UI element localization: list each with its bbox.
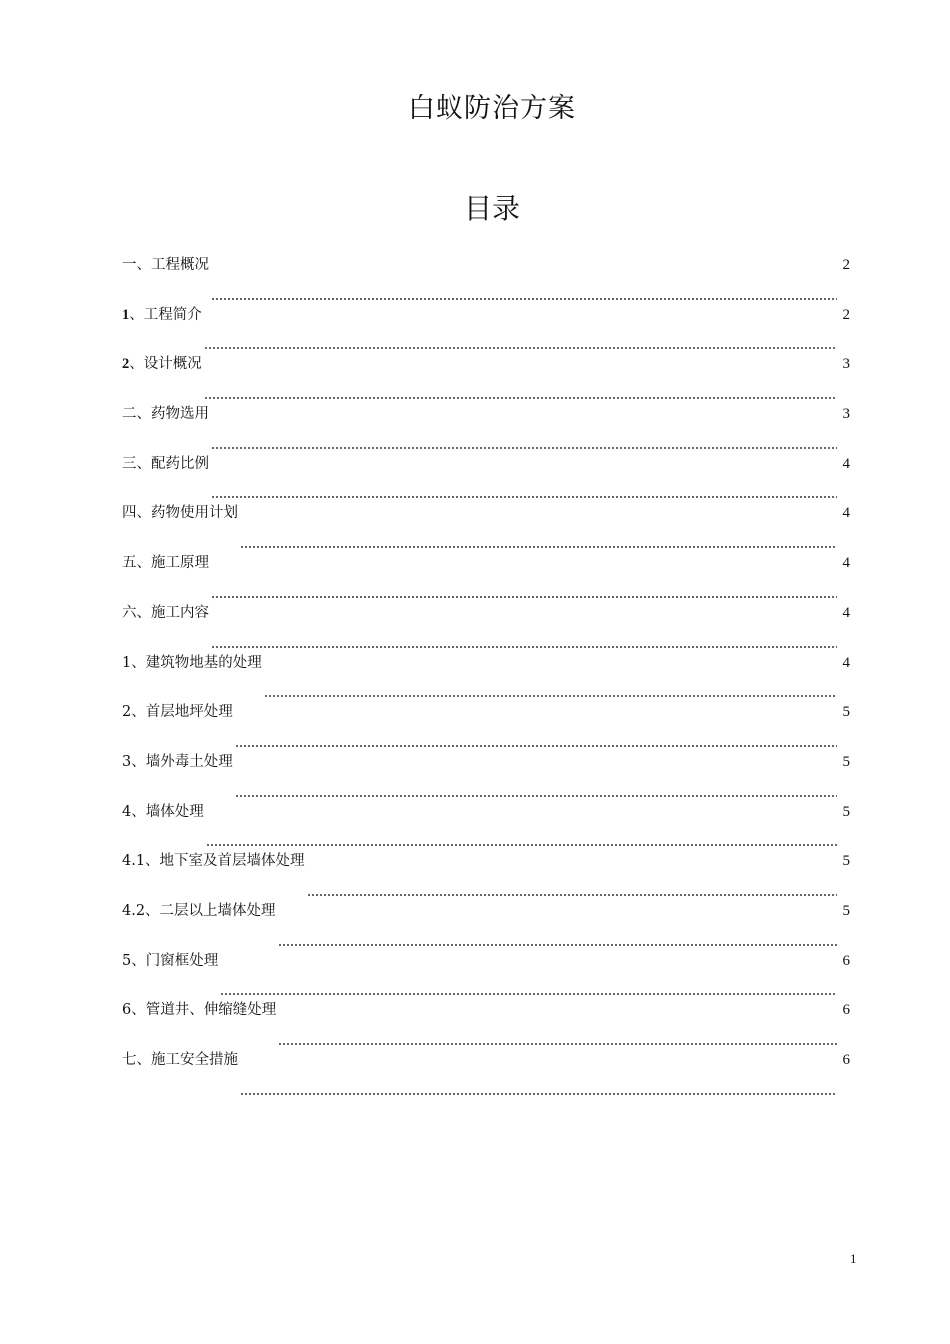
dot-leader [211,447,837,449]
toc-entry-basement-wall[interactable] [122,851,850,901]
toc-entry-text: 5、门窗框处理 [122,952,219,969]
document-title: 白蚁防治方案 [408,93,576,124]
dot-leader [220,993,837,995]
toc-page-number: 5 [842,902,850,919]
toc-entry-wall[interactable] [122,802,850,852]
toc-entry-text: 3、墙外毒土处理 [122,753,233,770]
page-number: 1 [850,1251,857,1266]
toc-entry-usage-plan[interactable] [122,503,850,553]
dot-leader [211,646,837,648]
toc-entry-text: 五、施工原理 [122,555,209,572]
dot-leader [264,695,837,697]
toc-heading: 目录 [463,192,520,225]
toc-entry-text: 6、管道井、伸缩缝处理 [122,1002,277,1019]
toc-entry-overview[interactable] [122,255,850,305]
toc-page-number: 6 [842,952,850,969]
toc-page-number: 4 [842,604,850,621]
toc-entry-text: 2、设计概况 [122,356,202,373]
dot-leader [240,1093,837,1095]
toc-page-number: 2 [842,257,850,273]
dot-leader [211,298,837,300]
toc-entry-text: 4、墙体处理 [122,803,204,820]
toc-page-number: 4 [842,505,850,522]
toc-page-number: 2 [842,306,850,323]
toc-page-number: 4 [842,555,850,572]
toc-page-number: 6 [842,1052,850,1068]
table-of-contents [122,255,850,1100]
dot-leader [307,894,837,896]
toc-entry-exterior-soil[interactable] [122,752,850,802]
toc-page-number: 5 [842,704,850,721]
dot-leader [204,397,837,399]
toc-entry-text: 1、工程简介 [122,306,202,323]
dot-leader [211,596,837,598]
toc-page-number: 5 [842,753,850,770]
toc-entry-chemical-selection[interactable] [122,404,850,454]
toc-entry-construction-content[interactable] [122,603,850,653]
toc-entry-text: 一、工程概况 [122,257,209,273]
dot-leader [235,795,837,797]
toc-entry-project-intro[interactable] [122,305,850,355]
dot-leader [204,347,837,349]
toc-page-number: 5 [842,853,850,870]
toc-page-number: 4 [842,455,850,472]
toc-page-number: 4 [842,654,850,671]
toc-entry-construction-principle[interactable] [122,553,850,603]
dot-leader [240,546,837,548]
toc-entry-ground-floor[interactable] [122,702,850,752]
toc-entry-upper-wall[interactable] [122,901,850,951]
toc-entry-safety-measures[interactable] [122,1050,850,1100]
toc-entry-text: 4.2、二层以上墙体处理 [122,902,276,919]
toc-page-number: 3 [842,356,850,373]
toc-entry-text: 1、建筑物地基的处理 [122,654,262,671]
toc-page-number: 3 [842,406,850,423]
toc-entry-pipe-shaft[interactable] [122,1000,850,1050]
dot-leader [235,745,837,747]
dot-leader [278,1043,837,1045]
toc-page-number: 6 [842,1002,850,1019]
toc-entry-text: 七、施工安全措施 [122,1052,238,1068]
toc-entry-mix-ratio[interactable] [122,454,850,504]
toc-entry-text: 二、药物选用 [122,406,209,423]
toc-entry-door-window-frame[interactable] [122,951,850,1001]
toc-entry-text: 四、药物使用计划 [122,505,238,522]
dot-leader [206,844,837,846]
toc-entry-text: 三、配药比例 [122,455,209,472]
toc-entry-foundation[interactable] [122,653,850,703]
toc-page-number: 5 [842,803,850,820]
dot-leader [278,944,837,946]
toc-entry-text: 六、施工内容 [122,604,209,621]
toc-entry-text: 4.1、地下室及首层墙体处理 [122,853,305,870]
toc-entry-design-overview[interactable] [122,354,850,404]
toc-entry-text: 2、首层地坪处理 [122,704,233,721]
dot-leader [211,496,837,498]
